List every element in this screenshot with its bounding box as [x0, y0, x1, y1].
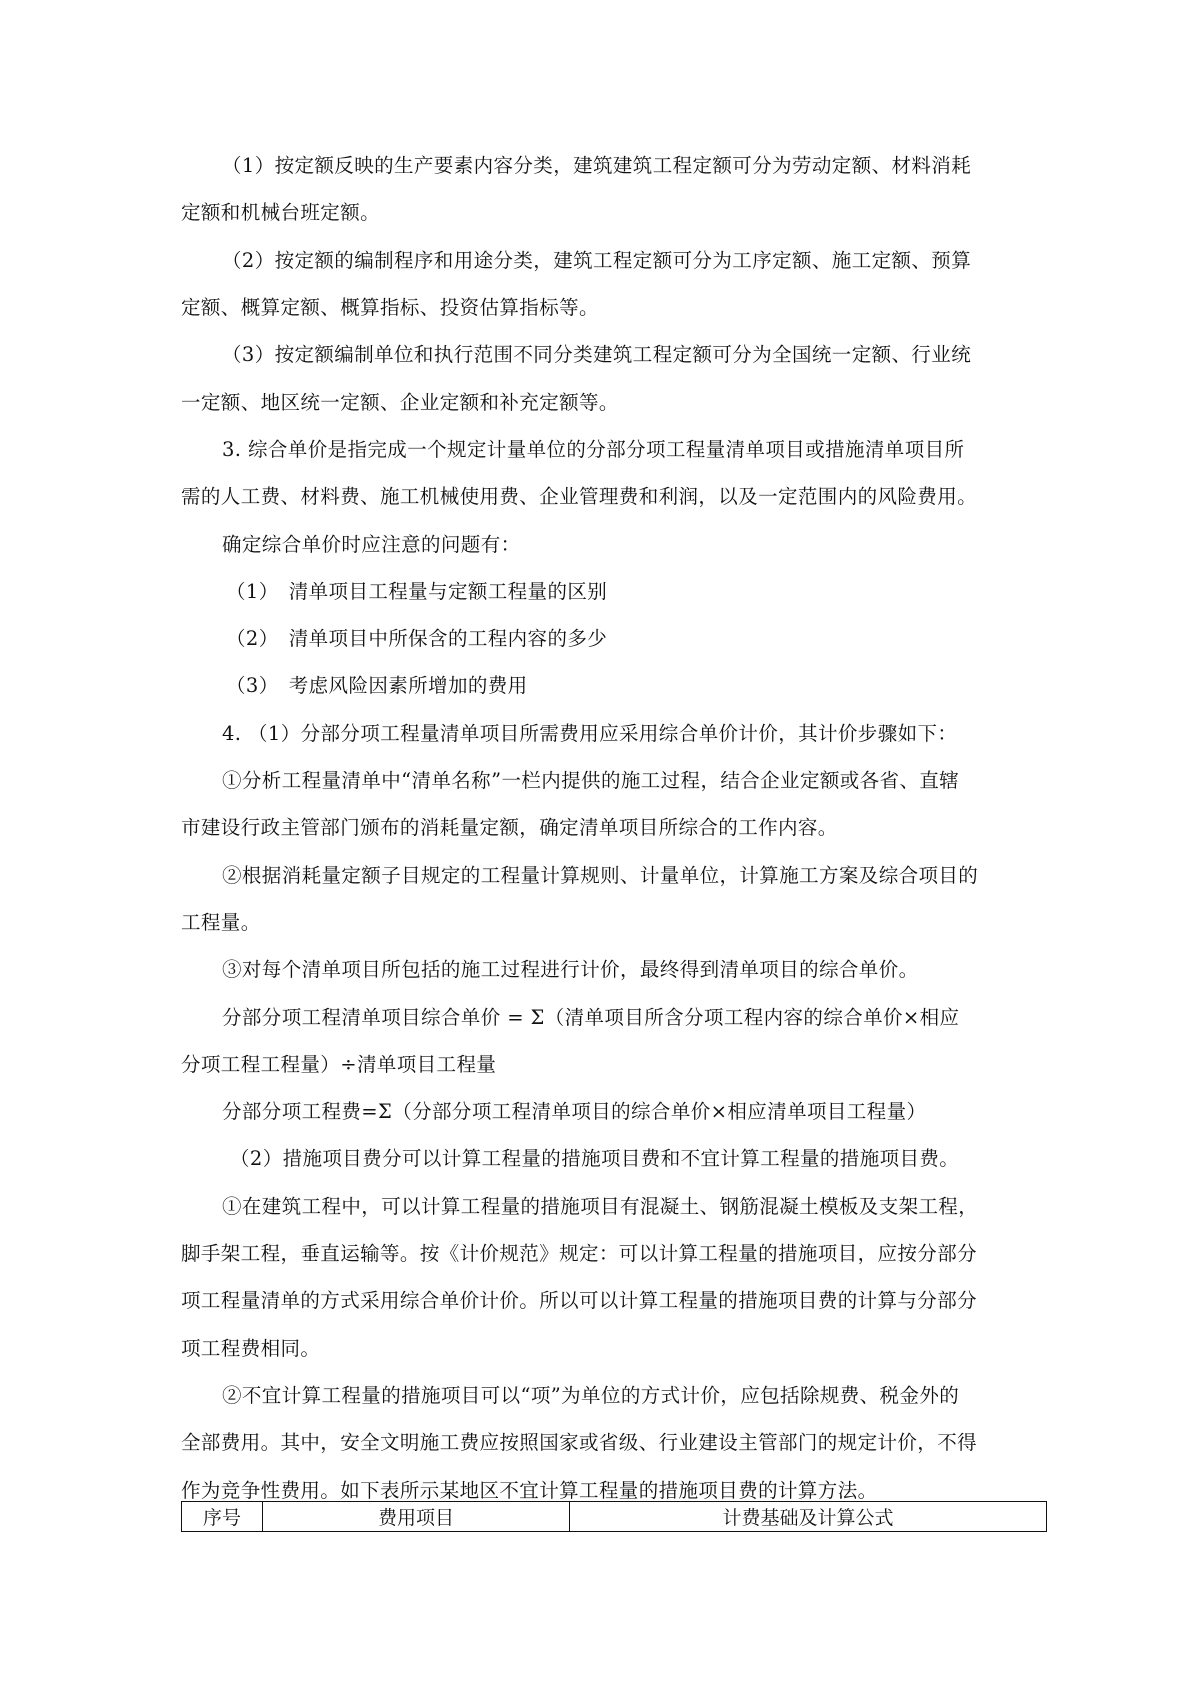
- paragraph-line: 脚手架工程，垂直运输等。按《计价规范》规定：可以计算工程量的措施项目，应按分部分: [181, 1242, 978, 1265]
- list-item: （2） 清单项目中所保含的工程内容的多少: [226, 627, 608, 650]
- paragraph-line: 作为竞争性费用。如下表所示某地区不宜计算工程量的措施项目费的计算方法。: [181, 1479, 878, 1502]
- paragraph-line: ②不宜计算工程量的措施项目可以“项”为单位的方式计价，应包括除规费、税金外的: [222, 1384, 960, 1407]
- paragraph-line: 定额和机械台班定额。: [181, 201, 381, 224]
- list-item: （3） 考虑风险因素所增加的费用: [226, 674, 528, 697]
- paragraph-line: 3. 综合单价是指完成一个规定计量单位的分部分项工程量清单项目或措施清单项目所: [222, 438, 965, 461]
- paragraph-line: 需的人工费、材料费、施工机械使用费、企业管理费和利润，以及一定范围内的风险费用。: [181, 485, 978, 508]
- paragraph-line: 4. （1）分部分项工程量清单项目所需费用应采用综合单价计价，其计价步骤如下：: [222, 722, 958, 745]
- paragraph-line: 全部费用。其中，安全文明施工费应按照国家或省级、行业建设主管部门的规定计价，不得: [181, 1431, 978, 1454]
- paragraph-line: 一定额、地区统一定额、企业定额和补充定额等。: [181, 391, 619, 414]
- table-header-row: [182, 1502, 1047, 1532]
- paragraph-line: （1）按定额反映的生产要素内容分类，建筑建筑工程定额可分为劳动定额、材料消耗: [222, 154, 972, 177]
- paragraph-line: ①分析工程量清单中“清单名称”一栏内提供的施工过程，结合企业定额或各省、直辖: [222, 769, 960, 792]
- table-header-fee-item: 费用项目: [263, 1502, 570, 1532]
- formula-line: 分部分项工程清单项目综合单价 = Σ（清单项目所含分项工程内容的综合单价×相应: [222, 1006, 960, 1029]
- paragraph-line: 市建设行政主管部门颁布的消耗量定额，确定清单项目所综合的工作内容。: [181, 816, 838, 839]
- paragraph-line: ③对每个清单项目所包括的施工过程进行计价，最终得到清单项目的综合单价。: [222, 958, 919, 981]
- table-header-formula: 计费基础及计算公式: [570, 1502, 1047, 1532]
- paragraph-line: ②根据消耗量定额子目规定的工程量计算规则、计量单位，计算施工方案及综合项目的: [222, 864, 979, 887]
- fee-calculation-table: [181, 1501, 1047, 1532]
- paragraph-line: ①在建筑工程中，可以计算工程量的措施项目有混凝土、钢筋混凝土模板及支架工程，: [222, 1195, 979, 1218]
- formula-line: 分部分项工程费=Σ（分部分项工程清单项目的综合单价×相应清单项目工程量）: [222, 1100, 927, 1123]
- paragraph-line: 项工程费相同。: [181, 1337, 321, 1360]
- paragraph-line: 确定综合单价时应注意的问题有：: [222, 533, 521, 556]
- paragraph-line: 项工程量清单的方式采用综合单价计价。所以可以计算工程量的措施项目费的计算与分部分: [181, 1289, 978, 1312]
- paragraph-line: （2）按定额的编制程序和用途分类，建筑工程定额可分为工序定额、施工定额、预算: [222, 249, 972, 272]
- paragraph-line: （2）措施项目费分可以计算工程量的措施项目费和不宜计算工程量的措施项目费。: [230, 1147, 960, 1170]
- paragraph-line: （3）按定额编制单位和执行范围不同分类建筑工程定额可分为全国统一定额、行业统: [222, 343, 972, 366]
- paragraph-line: 工程量。: [181, 911, 261, 934]
- formula-line: 分项工程工程量）÷清单项目工程量: [181, 1053, 497, 1076]
- paragraph-line: 定额、概算定额、概算指标、投资估算指标等。: [181, 296, 599, 319]
- table-header-index: 序号: [182, 1502, 263, 1532]
- list-item: （1） 清单项目工程量与定额工程量的区别: [226, 580, 608, 603]
